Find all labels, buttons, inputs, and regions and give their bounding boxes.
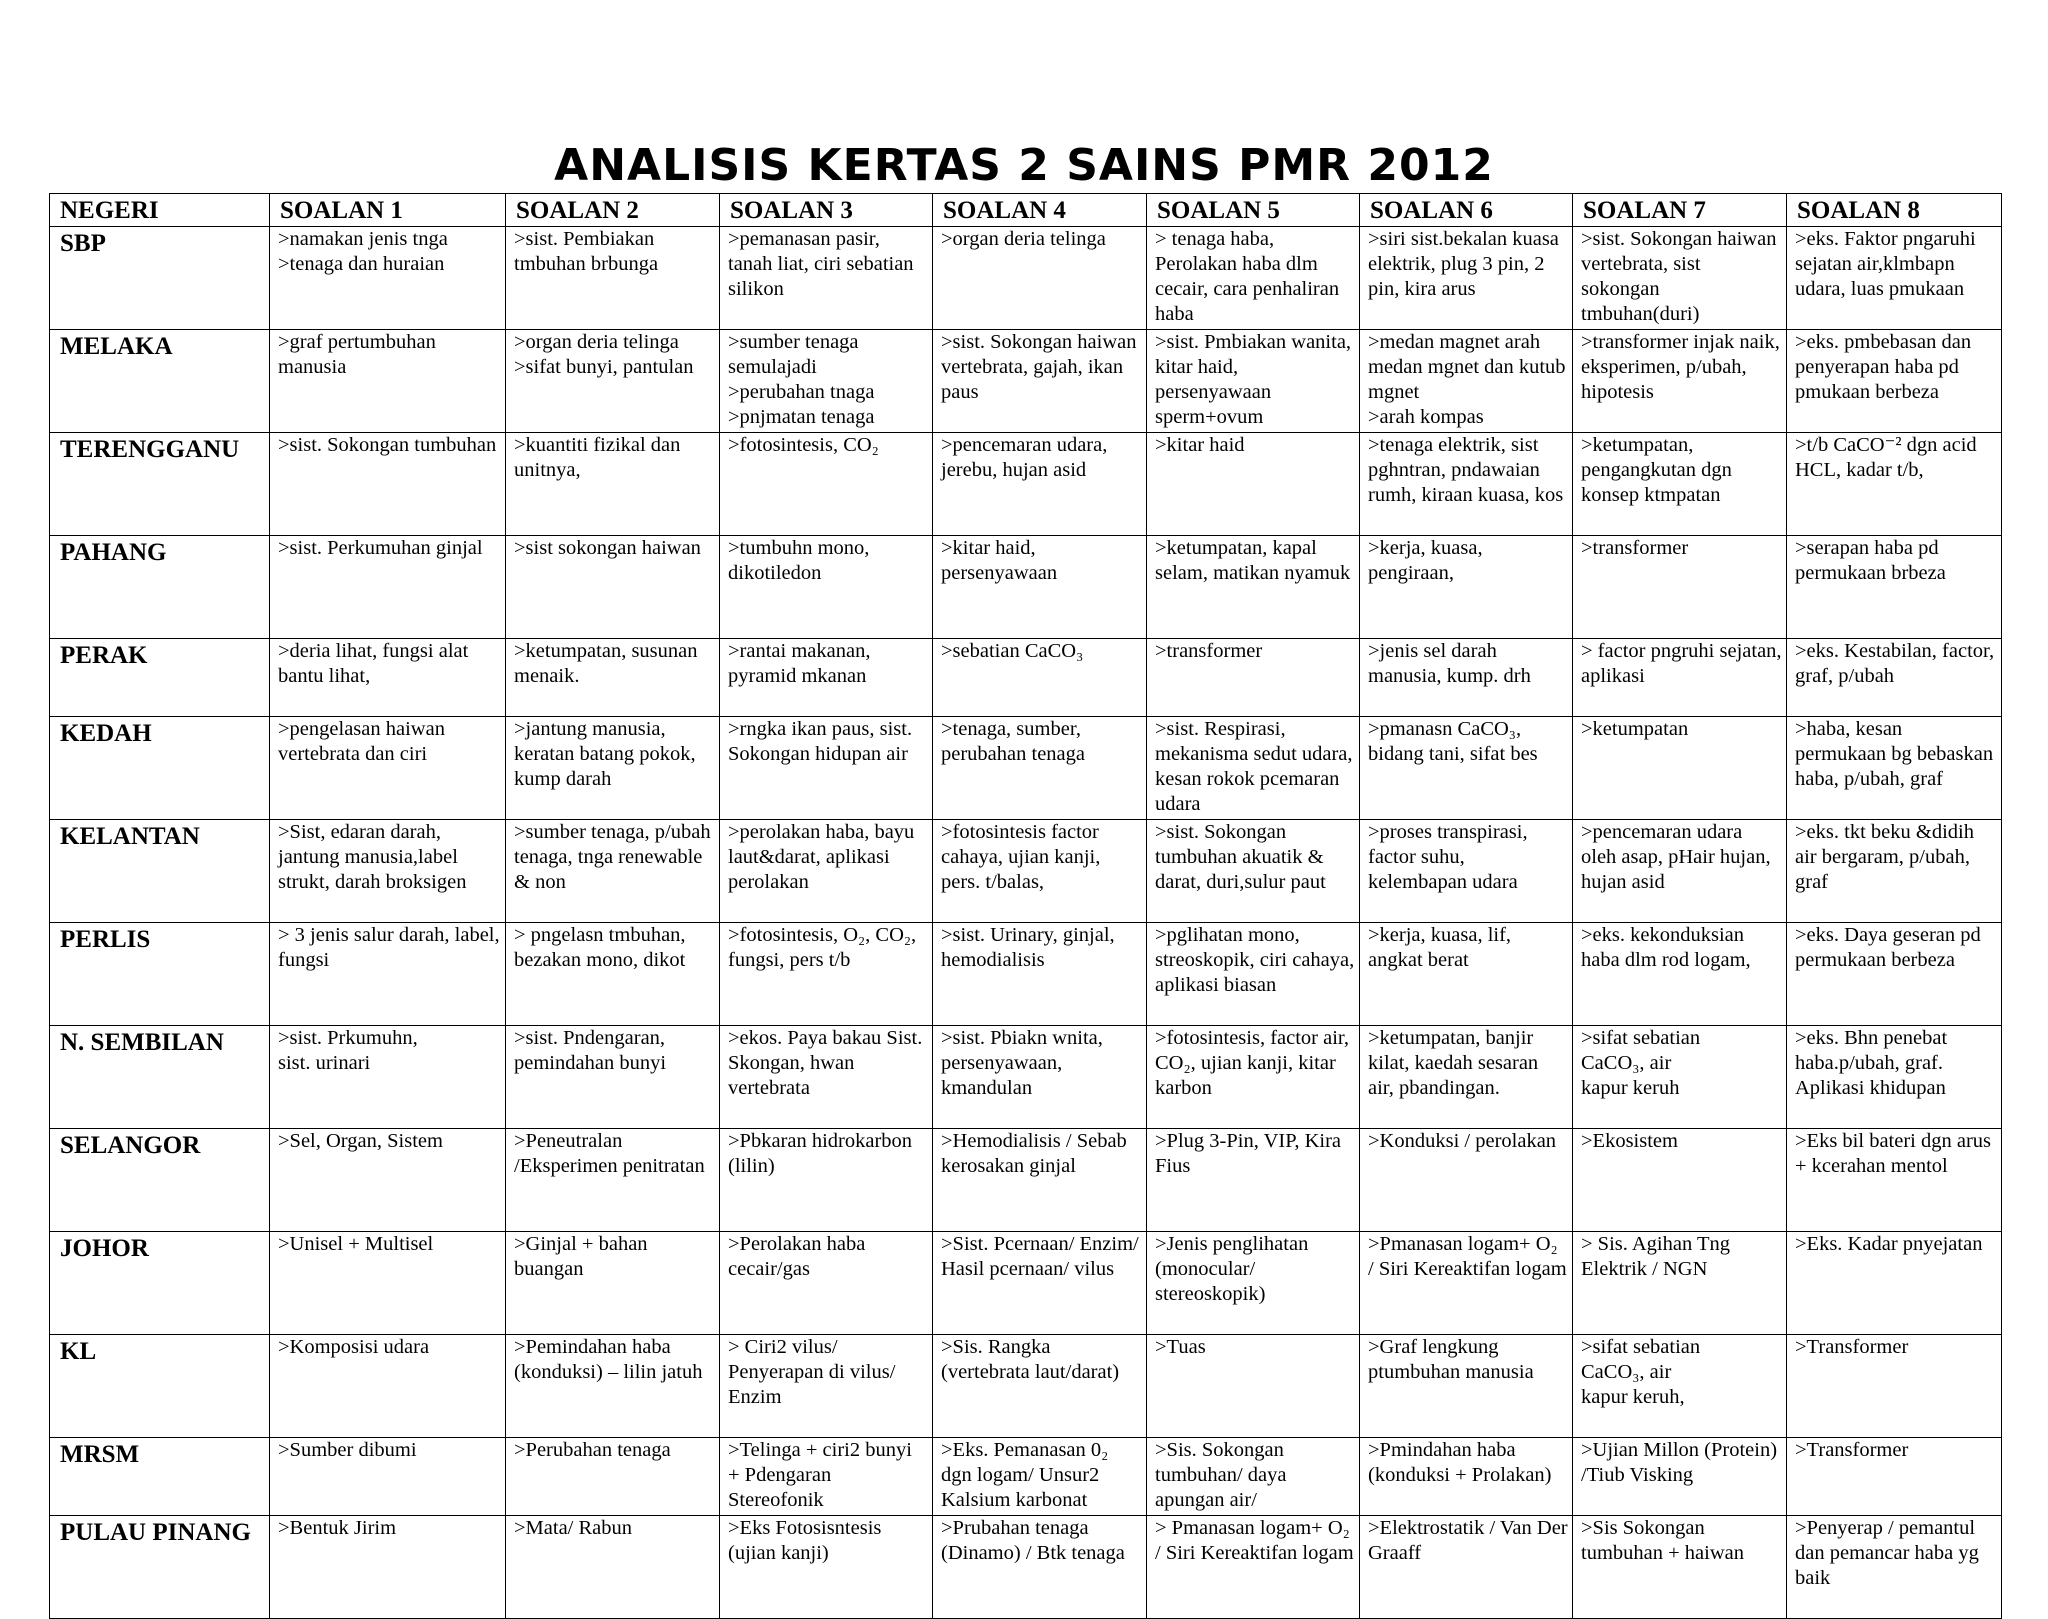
- topic-cell-soalan-6: >Elektrostatik / Van Der Graaff: [1360, 1516, 1573, 1619]
- topic-cell-soalan-5: >pglihatan mono, streoskopik, ciri cahaya, aplikasi biasan: [1147, 923, 1360, 1026]
- state-name-cell: MELAKA: [50, 330, 270, 433]
- topic-cell-soalan-8: >eks. Kestabilan, factor, graf, p/ubah: [1787, 639, 2002, 717]
- topic-cell-soalan-5: >kitar haid: [1147, 433, 1360, 536]
- table-row: [50, 536, 2002, 639]
- state-name-cell: TERENGGANU: [50, 433, 270, 536]
- table-row: [50, 923, 2002, 1026]
- topic-cell-soalan-5: >Tuas: [1147, 1335, 1360, 1438]
- topic-cell-soalan-3: >Perolakan haba cecair/gas: [720, 1232, 933, 1335]
- topic-cell-soalan-7: >Sis Sokongan tumbuhan + haiwan: [1573, 1516, 1787, 1619]
- topic-cell-soalan-4: >fotosintesis factor cahaya, ujian kanji, pers. t/balas,: [933, 820, 1147, 923]
- state-name-cell: JOHOR: [50, 1232, 270, 1335]
- topic-cell-soalan-4: >sist. Pbiakn wnita, persenyawaan, kmandulan: [933, 1026, 1147, 1129]
- table-body: [50, 227, 2002, 1619]
- topic-cell-soalan-5: >fotosintesis, factor air, CO₂, ujian kanji, kitar karbon: [1147, 1026, 1360, 1129]
- topic-cell-soalan-3: >ekos. Paya bakau Sist. Skongan, hwan vertebrata: [720, 1026, 933, 1129]
- topic-cell-soalan-1: >graf pertumbuhan manusia: [270, 330, 506, 433]
- table-row: [50, 433, 2002, 536]
- state-name-cell: N. SEMBILAN: [50, 1026, 270, 1129]
- topic-cell-soalan-5: >Sis. Sokongan tumbuhan/ daya apungan air/: [1147, 1438, 1360, 1516]
- topic-cell-soalan-8: >t/b CaCO⁻² dgn acid HCL, kadar t/b,: [1787, 433, 2002, 536]
- topic-cell-soalan-6: >tenaga elektrik, sist pghntran, pndawaian rumh, kiraan kuasa, kos: [1360, 433, 1573, 536]
- topic-cell-soalan-2: >ketumpatan, susunan menaik.: [506, 639, 720, 717]
- topic-cell-soalan-1: >sist. Sokongan tumbuhan: [270, 433, 506, 536]
- topic-cell-soalan-8: >haba, kesan permukaan bg bebaskan haba, p/ubah, graf: [1787, 717, 2002, 820]
- topic-cell-soalan-8: >eks. pmbebasan dan penyerapan haba pd pmukaan berbeza: [1787, 330, 2002, 433]
- topic-cell-soalan-5: >sist. Sokongan tumbuhan akuatik & darat, duri,sulur paut: [1147, 820, 1360, 923]
- topic-cell-soalan-3: >Telinga + ciri2 bunyi + Pdengaran Stereofonik: [720, 1438, 933, 1516]
- topic-cell-soalan-4: >sebatian CaCO₃: [933, 639, 1147, 717]
- topic-cell-soalan-1: >Komposisi udara: [270, 1335, 506, 1438]
- topic-cell-soalan-3: >fotosintesis, O₂, CO₂, fungsi, pers t/b: [720, 923, 933, 1026]
- topic-cell-soalan-4: >kitar haid, persenyawaan: [933, 536, 1147, 639]
- table-row: [50, 1026, 2002, 1129]
- topic-cell-soalan-8: >eks. tkt beku &didih air bergaram, p/ubah, graf: [1787, 820, 2002, 923]
- topic-cell-soalan-7: >sist. Sokongan haiwan vertebrata, sist sokongan tmbuhan(duri): [1573, 227, 1787, 330]
- topic-cell-soalan-1: >pengelasan haiwan vertebrata dan ciri: [270, 717, 506, 820]
- column-header-soalan-5: SOALAN 5: [1147, 194, 1360, 227]
- topic-cell-soalan-7: >ketumpatan, pengangkutan dgn konsep ktmpatan: [1573, 433, 1787, 536]
- topic-cell-soalan-6: >Pmanasan logam+ O₂ / Siri Kereaktifan logam: [1360, 1232, 1573, 1335]
- state-name-cell: PERLIS: [50, 923, 270, 1026]
- topic-cell-soalan-4: >sist. Urinary, ginjal, hemodialisis: [933, 923, 1147, 1026]
- column-header-soalan-6: SOALAN 6: [1360, 194, 1573, 227]
- topic-cell-soalan-1: >Bentuk Jirim: [270, 1516, 506, 1619]
- topic-cell-soalan-2: >Perubahan tenaga: [506, 1438, 720, 1516]
- topic-cell-soalan-3: >rngka ikan paus, sist. Sokongan hidupan air: [720, 717, 933, 820]
- topic-cell-soalan-8: >Transformer: [1787, 1335, 2002, 1438]
- state-name-cell: SBP: [50, 227, 270, 330]
- state-name-cell: PERAK: [50, 639, 270, 717]
- topic-cell-soalan-7: >pencemaran udara oleh asap, pHair hujan, hujan asid: [1573, 820, 1787, 923]
- table-row: [50, 820, 2002, 923]
- topic-cell-soalan-4: >Sist. Pcernaan/ Enzim/ Hasil pcernaan/ vilus: [933, 1232, 1147, 1335]
- column-header-negeri: NEGERI: [50, 194, 270, 227]
- topic-cell-soalan-1: >Sumber dibumi: [270, 1438, 506, 1516]
- table-row: [50, 1438, 2002, 1516]
- topic-cell-soalan-6: >kerja, kuasa, lif, angkat berat: [1360, 923, 1573, 1026]
- topic-cell-soalan-1: >deria lihat, fungsi alat bantu lihat,: [270, 639, 506, 717]
- topic-cell-soalan-2: >Mata/ Rabun: [506, 1516, 720, 1619]
- topic-cell-soalan-2: >Ginjal + bahan buangan: [506, 1232, 720, 1335]
- topic-cell-soalan-2: >Peneutralan /Eksperimen penitratan: [506, 1129, 720, 1232]
- topic-cell-soalan-3: >tumbuhn mono, dikotiledon: [720, 536, 933, 639]
- topic-cell-soalan-6: >siri sist.bekalan kuasa elektrik, plug 3 pin, 2 pin, kira arus: [1360, 227, 1573, 330]
- topic-cell-soalan-7: > factor pngruhi sejatan, aplikasi: [1573, 639, 1787, 717]
- column-header-soalan-8: SOALAN 8: [1787, 194, 2002, 227]
- topic-cell-soalan-1: > 3 jenis salur darah, label, fungsi: [270, 923, 506, 1026]
- document-title: ANALISIS KERTAS 2 SAINS PMR 2012: [554, 140, 1494, 191]
- topic-cell-soalan-2: >sist. Pembiakan tmbuhan brbunga: [506, 227, 720, 330]
- table-row: [50, 639, 2002, 717]
- topic-cell-soalan-3: > Ciri2 vilus/ Penyerapan di vilus/ Enzim: [720, 1335, 933, 1438]
- topic-cell-soalan-6: >ketumpatan, banjir kilat, kaedah sesaran air, pbandingan.: [1360, 1026, 1573, 1129]
- topic-cell-soalan-4: >organ deria telinga: [933, 227, 1147, 330]
- topic-cell-soalan-5: >ketumpatan, kapal selam, matikan nyamuk: [1147, 536, 1360, 639]
- table-row: [50, 330, 2002, 433]
- topic-cell-soalan-7: > Sis. Agihan Tng Elektrik / NGN: [1573, 1232, 1787, 1335]
- topic-cell-soalan-3: >Pbkaran hidrokarbon (lilin): [720, 1129, 933, 1232]
- topic-cell-soalan-2: >organ deria telinga >sifat bunyi, pantulan: [506, 330, 720, 433]
- topic-cell-soalan-8: >Eks. Kadar pnyejatan: [1787, 1232, 2002, 1335]
- topic-cell-soalan-6: >kerja, kuasa, pengiraan,: [1360, 536, 1573, 639]
- topic-cell-soalan-6: >proses transpirasi, factor suhu, kelembapan udara: [1360, 820, 1573, 923]
- state-name-cell: SELANGOR: [50, 1129, 270, 1232]
- topic-cell-soalan-4: >pencemaran udara, jerebu, hujan asid: [933, 433, 1147, 536]
- state-name-cell: PULAU PINANG: [50, 1516, 270, 1619]
- topic-cell-soalan-7: >eks. kekonduksian haba dlm rod logam,: [1573, 923, 1787, 1026]
- topic-cell-soalan-7: >sifat sebatian CaCO₃, air kapur keruh: [1573, 1026, 1787, 1129]
- table-row: [50, 1335, 2002, 1438]
- state-name-cell: KEDAH: [50, 717, 270, 820]
- topic-cell-soalan-2: >kuantiti fizikal dan unitnya,: [506, 433, 720, 536]
- topic-cell-soalan-4: >Eks. Pemanasan 0₂ dgn logam/ Unsur2 Kalsium karbonat: [933, 1438, 1147, 1516]
- topic-cell-soalan-7: >sifat sebatian CaCO₃, air kapur keruh,: [1573, 1335, 1787, 1438]
- topic-cell-soalan-8: >Penyerap / pemantul dan pemancar haba yg baik: [1787, 1516, 2002, 1619]
- topic-cell-soalan-3: >sumber tenaga semulajadi >perubahan tnaga >pnjmatan tenaga: [720, 330, 933, 433]
- topic-cell-soalan-8: >Eks bil bateri dgn arus + kcerahan mentol: [1787, 1129, 2002, 1232]
- topic-cell-soalan-7: >Ujian Millon (Protein) /Tiub Visking: [1573, 1438, 1787, 1516]
- topic-cell-soalan-1: >Unisel + Multisel: [270, 1232, 506, 1335]
- topic-cell-soalan-7: >transformer injak naik, eksperimen, p/ubah, hipotesis: [1573, 330, 1787, 433]
- column-header-soalan-7: SOALAN 7: [1573, 194, 1787, 227]
- header-row: [50, 194, 2002, 227]
- topic-cell-soalan-5: >sist. Pmbiakan wanita, kitar haid, persenyawaan sperm+ovum: [1147, 330, 1360, 433]
- topic-cell-soalan-2: > pngelasn tmbuhan, bezakan mono, dikot: [506, 923, 720, 1026]
- topic-cell-soalan-5: > Pmanasan logam+ O₂ / Siri Kereaktifan logam: [1147, 1516, 1360, 1619]
- column-header-soalan-4: SOALAN 4: [933, 194, 1147, 227]
- topic-cell-soalan-8: >eks. Daya geseran pd permukaan berbeza: [1787, 923, 2002, 1026]
- topic-cell-soalan-8: >eks. Faktor pngaruhi sejatan air,klmbapn udara, luas pmukaan: [1787, 227, 2002, 330]
- topic-cell-soalan-2: >sumber tenaga, p/ubah tenaga, tnga renewable & non: [506, 820, 720, 923]
- table-header: [50, 194, 2002, 227]
- table-row: [50, 1516, 2002, 1619]
- topic-cell-soalan-5: >Jenis penglihatan (monocular/ stereoskopik): [1147, 1232, 1360, 1335]
- state-name-cell: KL: [50, 1335, 270, 1438]
- state-name-cell: MRSM: [50, 1438, 270, 1516]
- topic-cell-soalan-6: >Pmindahan haba (konduksi + Prolakan): [1360, 1438, 1573, 1516]
- column-header-soalan-2: SOALAN 2: [506, 194, 720, 227]
- topic-cell-soalan-7: >transformer: [1573, 536, 1787, 639]
- table-row: [50, 1129, 2002, 1232]
- topic-cell-soalan-4: >tenaga, sumber, perubahan tenaga: [933, 717, 1147, 820]
- topic-cell-soalan-8: >Transformer: [1787, 1438, 2002, 1516]
- topic-cell-soalan-3: >pemanasan pasir, tanah liat, ciri sebatian silikon: [720, 227, 933, 330]
- topic-cell-soalan-6: >medan magnet arah medan mgnet dan kutub mgnet >arah kompas: [1360, 330, 1573, 433]
- topic-cell-soalan-6: >pmanasn CaCO₃, bidang tani, sifat bes: [1360, 717, 1573, 820]
- topic-cell-soalan-4: >Prubahan tenaga (Dinamo) / Btk tenaga: [933, 1516, 1147, 1619]
- topic-cell-soalan-4: >Sis. Rangka (vertebrata laut/darat): [933, 1335, 1147, 1438]
- topic-cell-soalan-6: >jenis sel darah manusia, kump. drh: [1360, 639, 1573, 717]
- topic-cell-soalan-4: >Hemodialisis / Sebab kerosakan ginjal: [933, 1129, 1147, 1232]
- table-row: [50, 1232, 2002, 1335]
- topic-cell-soalan-4: >sist. Sokongan haiwan vertebrata, gajah, ikan paus: [933, 330, 1147, 433]
- topic-cell-soalan-1: >sist. Perkumuhan ginjal: [270, 536, 506, 639]
- topic-cell-soalan-5: >sist. Respirasi, mekanisma sedut udara, kesan rokok pcemaran udara: [1147, 717, 1360, 820]
- topic-cell-soalan-7: >Ekosistem: [1573, 1129, 1787, 1232]
- topic-cell-soalan-6: >Konduksi / perolakan: [1360, 1129, 1573, 1232]
- topic-cell-soalan-8: >serapan haba pd permukaan brbeza: [1787, 536, 2002, 639]
- topic-cell-soalan-2: >sist sokongan haiwan: [506, 536, 720, 639]
- topic-cell-soalan-2: >Pemindahan haba (konduksi) – lilin jatuh: [506, 1335, 720, 1438]
- table-row: [50, 227, 2002, 330]
- topic-cell-soalan-3: >fotosintesis, CO₂: [720, 433, 933, 536]
- topic-cell-soalan-1: >sist. Prkumuhn, sist. urinari: [270, 1026, 506, 1129]
- topic-cell-soalan-1: >Sel, Organ, Sistem: [270, 1129, 506, 1232]
- topic-cell-soalan-1: >namakan jenis tnga >tenaga dan huraian: [270, 227, 506, 330]
- topic-cell-soalan-3: >rantai makanan, pyramid mkanan: [720, 639, 933, 717]
- topic-cell-soalan-8: >eks. Bhn penebat haba.p/ubah, graf. Aplikasi khidupan: [1787, 1026, 2002, 1129]
- topic-cell-soalan-3: >Eks Fotosisntesis (ujian kanji): [720, 1516, 933, 1619]
- topic-cell-soalan-5: >transformer: [1147, 639, 1360, 717]
- column-header-soalan-1: SOALAN 1: [270, 194, 506, 227]
- topic-cell-soalan-2: >jantung manusia, keratan batang pokok, kump darah: [506, 717, 720, 820]
- table-row: [50, 717, 2002, 820]
- topic-cell-soalan-6: >Graf lengkung ptumbuhan manusia: [1360, 1335, 1573, 1438]
- topic-cell-soalan-7: >ketumpatan: [1573, 717, 1787, 820]
- topic-cell-soalan-1: >Sist, edaran darah, jantung manusia,label strukt, darah broksigen: [270, 820, 506, 923]
- topic-cell-soalan-5: >Plug 3-Pin, VIP, Kira Fius: [1147, 1129, 1360, 1232]
- state-name-cell: PAHANG: [50, 536, 270, 639]
- state-name-cell: KELANTAN: [50, 820, 270, 923]
- topic-cell-soalan-3: >perolakan haba, bayu laut&darat, aplikasi perolakan: [720, 820, 933, 923]
- analysis-table: [49, 193, 2002, 1619]
- topic-cell-soalan-2: >sist. Pndengaran, pemindahan bunyi: [506, 1026, 720, 1129]
- column-header-soalan-3: SOALAN 3: [720, 194, 933, 227]
- topic-cell-soalan-5: > tenaga haba, Perolakan haba dlm cecair, cara penhaliran haba: [1147, 227, 1360, 330]
